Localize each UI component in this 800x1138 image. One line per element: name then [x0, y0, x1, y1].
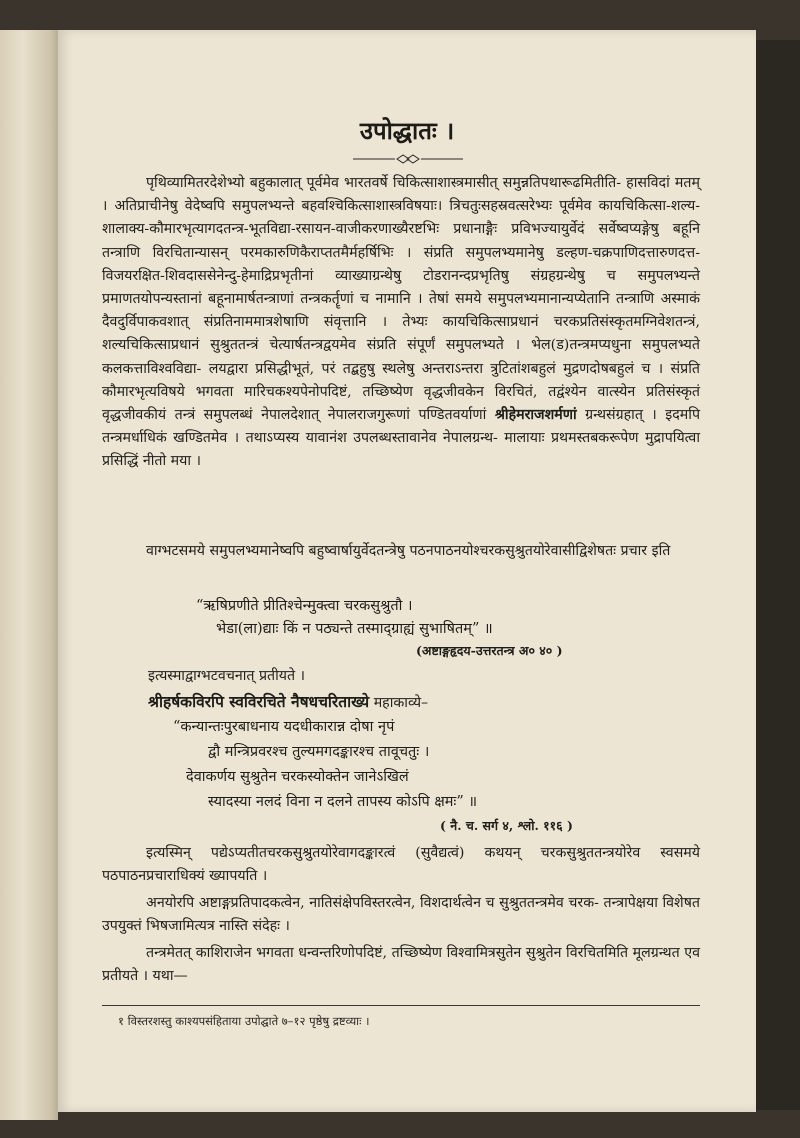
ornament-divider [353, 154, 463, 164]
sushruta-usefulness-paragraph: अनयोरपि अष्टाङ्गप्रतिपादकत्वेन, नातिसंक्षेपविस्तरत्वेन, विशदार्थत्वेन च सुश्रुततन्त्रमेव चरक- तन्त्रापेक्षया विशेषत उपयुक्तं भिषजामित्यत्र नास्ति संदेहः । [102, 895, 700, 935]
book-spine-gutter [0, 30, 58, 1120]
footnote: १ विस्तरशस्तु काश्यपसंहिताया उपोद्घाते ७–१२ पृष्ठेषु द्रष्टव्याः । [118, 1014, 370, 1028]
quote2-line1: “कन्यान्तःपुरबाधनाय यदधीकारान्न दोषा नृपं [173, 719, 395, 735]
harsha-line [148, 690, 428, 712]
quote2-line2: द्वौ मन्त्रिप्रवरश्च तुल्यमगदङ्कारश्च तावूचतुः । [208, 744, 430, 760]
quote2-line3: देवाकर्णय सुश्रुतेन चरकस्योक्तेन जानेऽखिलं [186, 769, 409, 785]
harsha-bold: श्रीहर्षकविरपि स्वविरचिते नैषधचरिताख्ये [148, 692, 370, 711]
naishadha-paragraph: इत्यस्मिन् पद्येऽप्यतीतचरकसुश्रुतयोरेवागदङ्कारत्वं (सुवैद्यत्वं) कथयन् चरकसुश्रुततन्त्रयोरेव स्वसमये पठपाठनप्रचाराधिक्यं ख्यापयति । [102, 845, 700, 885]
page-title: उपोद्धातः । [359, 116, 455, 145]
author-name-bold: श्रीहेमराजशर्मणां [494, 407, 577, 424]
intro-paragraph [102, 172, 700, 474]
page-edge-shadow [756, 40, 800, 1110]
quote2-line4: स्यादस्या नलदं विना न दलने तापस्य कोऽपि क्षमः” ॥ [208, 794, 478, 810]
quote1-line1: “ऋषिप्रणीते प्रीतिश्चेन्मुक्त्वा चरकसुश्रुतौ । [196, 598, 413, 614]
intro-text-end: ग्रन्थसंग्रहात् । इदमपि तन्त्रमर्धाधिकं खण्डितमेव । तथाऽप्यस्य यावानंश उपलब्धस्तावानेव नेपालग्रन्थ- मालायाः प्रथमस्तबकरूपेण मुद्रापयित्वा प्रसिद्धिं नीतो मया । [102, 407, 701, 470]
quote1-line2: भेडा(ला)द्याः किं न पठ्यन्ते तस्माद्ग्राह्यं सुभाषितम्” ॥ [216, 621, 493, 637]
vagbhata-paragraph: वाग्भटसमये समुपलभ्यमानेष्वपि बहुष्वार्षायुर्वेदतन्त्रेषु पठनपाठनयोश्चरकसुश्रुतयोरेवासीद्विशेषतः प्रचार इति [146, 543, 671, 559]
intro-text: पृथिव्यामितरदेशेभ्यो बहुकालात् पूर्वमेव भारतवर्षे चिकित्साशास्त्रमासीत् समुन्नतिपथारूढमितीति- हासविदां मतम् । अतिप्राचीनेषु वेदेष्वपि समुपलभ्यन्ते बहवश्चिकित्साशास्त्रविषयाः। त्रिचतुःसहस्रवत्सरेभ्यः पूर्वमेव कायचिकित्सा-शल्य-शालाक्य-कौमारभृत्यागदतन्त्र-भूतविद्या-रसायन-वाजीकरणाख्यैरष्टभिः प्रधानाङ्गैः प्रविभज्यायुर्वेदं सर्वेष्वप्यङ्गेषु बहूनि तन्त्राणि विरचितान्यासन् परमकारुणिकैराप्ततमैर्महर्षिभिः । संप्रति समुपलभ्यमानेषु डल्हण-चक्रपाणिदत्तारुणदत्त-विजयरक्षित-शिवदाससेनेन्दु-हेमाद्रिप्रभृतीनां व्याख्याग्रन्थेषु टोडरानन्दप्रभृतिषु संग्रहग्रन्थेषु च समुपलभ्यन्ते प्रमाणतयोपन्यस्तानां बहूनामार्षतन्त्राणां तन्त्रकर्तॄणां च नामानि । तेषां समये समुपलभ्यमानान्यप्येतानि तन्त्राणि अस्माकं दैवदुर्विपाकवशात् संप्रतिनाममात्रशेषाणि संवृत्तानि । तेभ्यः कायचिकित्साप्रधानं चरकप्रतिसंस्कृतमग्निवेशतन्त्रं, शल्यचिकित्साप्रधानं सुश्रुततन्त्रं चेत्यार्षतन्त्रद्वयमेव संप्रति संपूर्णं समुपलभ्यते । भेल(ड)तन्त्रमप्यधुना समुपलभ्यते कलकत्ताविश्वविद्या- लयद्वारा प्रसिद्धीभूतं, परं तद्बहुषु स्थलेषु अन्तराऽन्तरा त्रुटितांशबहुलं मुद्रणदोषबहुलं च । संप्रति कौमारभृत्यविषये भगवता मारिचकश्यपेनोपदिष्टं, तच्छिष्येण वृद्धजीवकेन विरचितं, तद्वंश्येन वात्स्येन प्रतिसंस्कृतं वृद्धजीवकीयं तन्त्रं समुपलब्धं नेपालदेशात् नेपालराजगुरूणां पण्डितवर्याणां [102, 175, 700, 424]
quote2-reference: ( नै. च. सर्ग ४, श्लो. ११६ ) [440, 818, 573, 833]
footnote-rule [102, 1005, 700, 1006]
book-page [58, 30, 756, 1112]
quote1-reference: (अष्टाङ्गहृदय-उत्तरतन्त्र अ० ४० ) [416, 643, 563, 658]
after-quote1-line: इत्यस्माद्वाग्भटवचनात् प्रतीयते । [148, 668, 306, 684]
harsha-rest: महाकाव्ये– [369, 695, 429, 711]
origin-paragraph: तन्त्रमेतत् काशिराजेन भगवता धन्वन्तरिणोपदिष्टं, तच्छिष्येण विश्वामित्रसुतेन सुश्रुतेन विरचितमिति मूलग्रन्थत एव प्रतीयते । यथा— [102, 945, 700, 985]
